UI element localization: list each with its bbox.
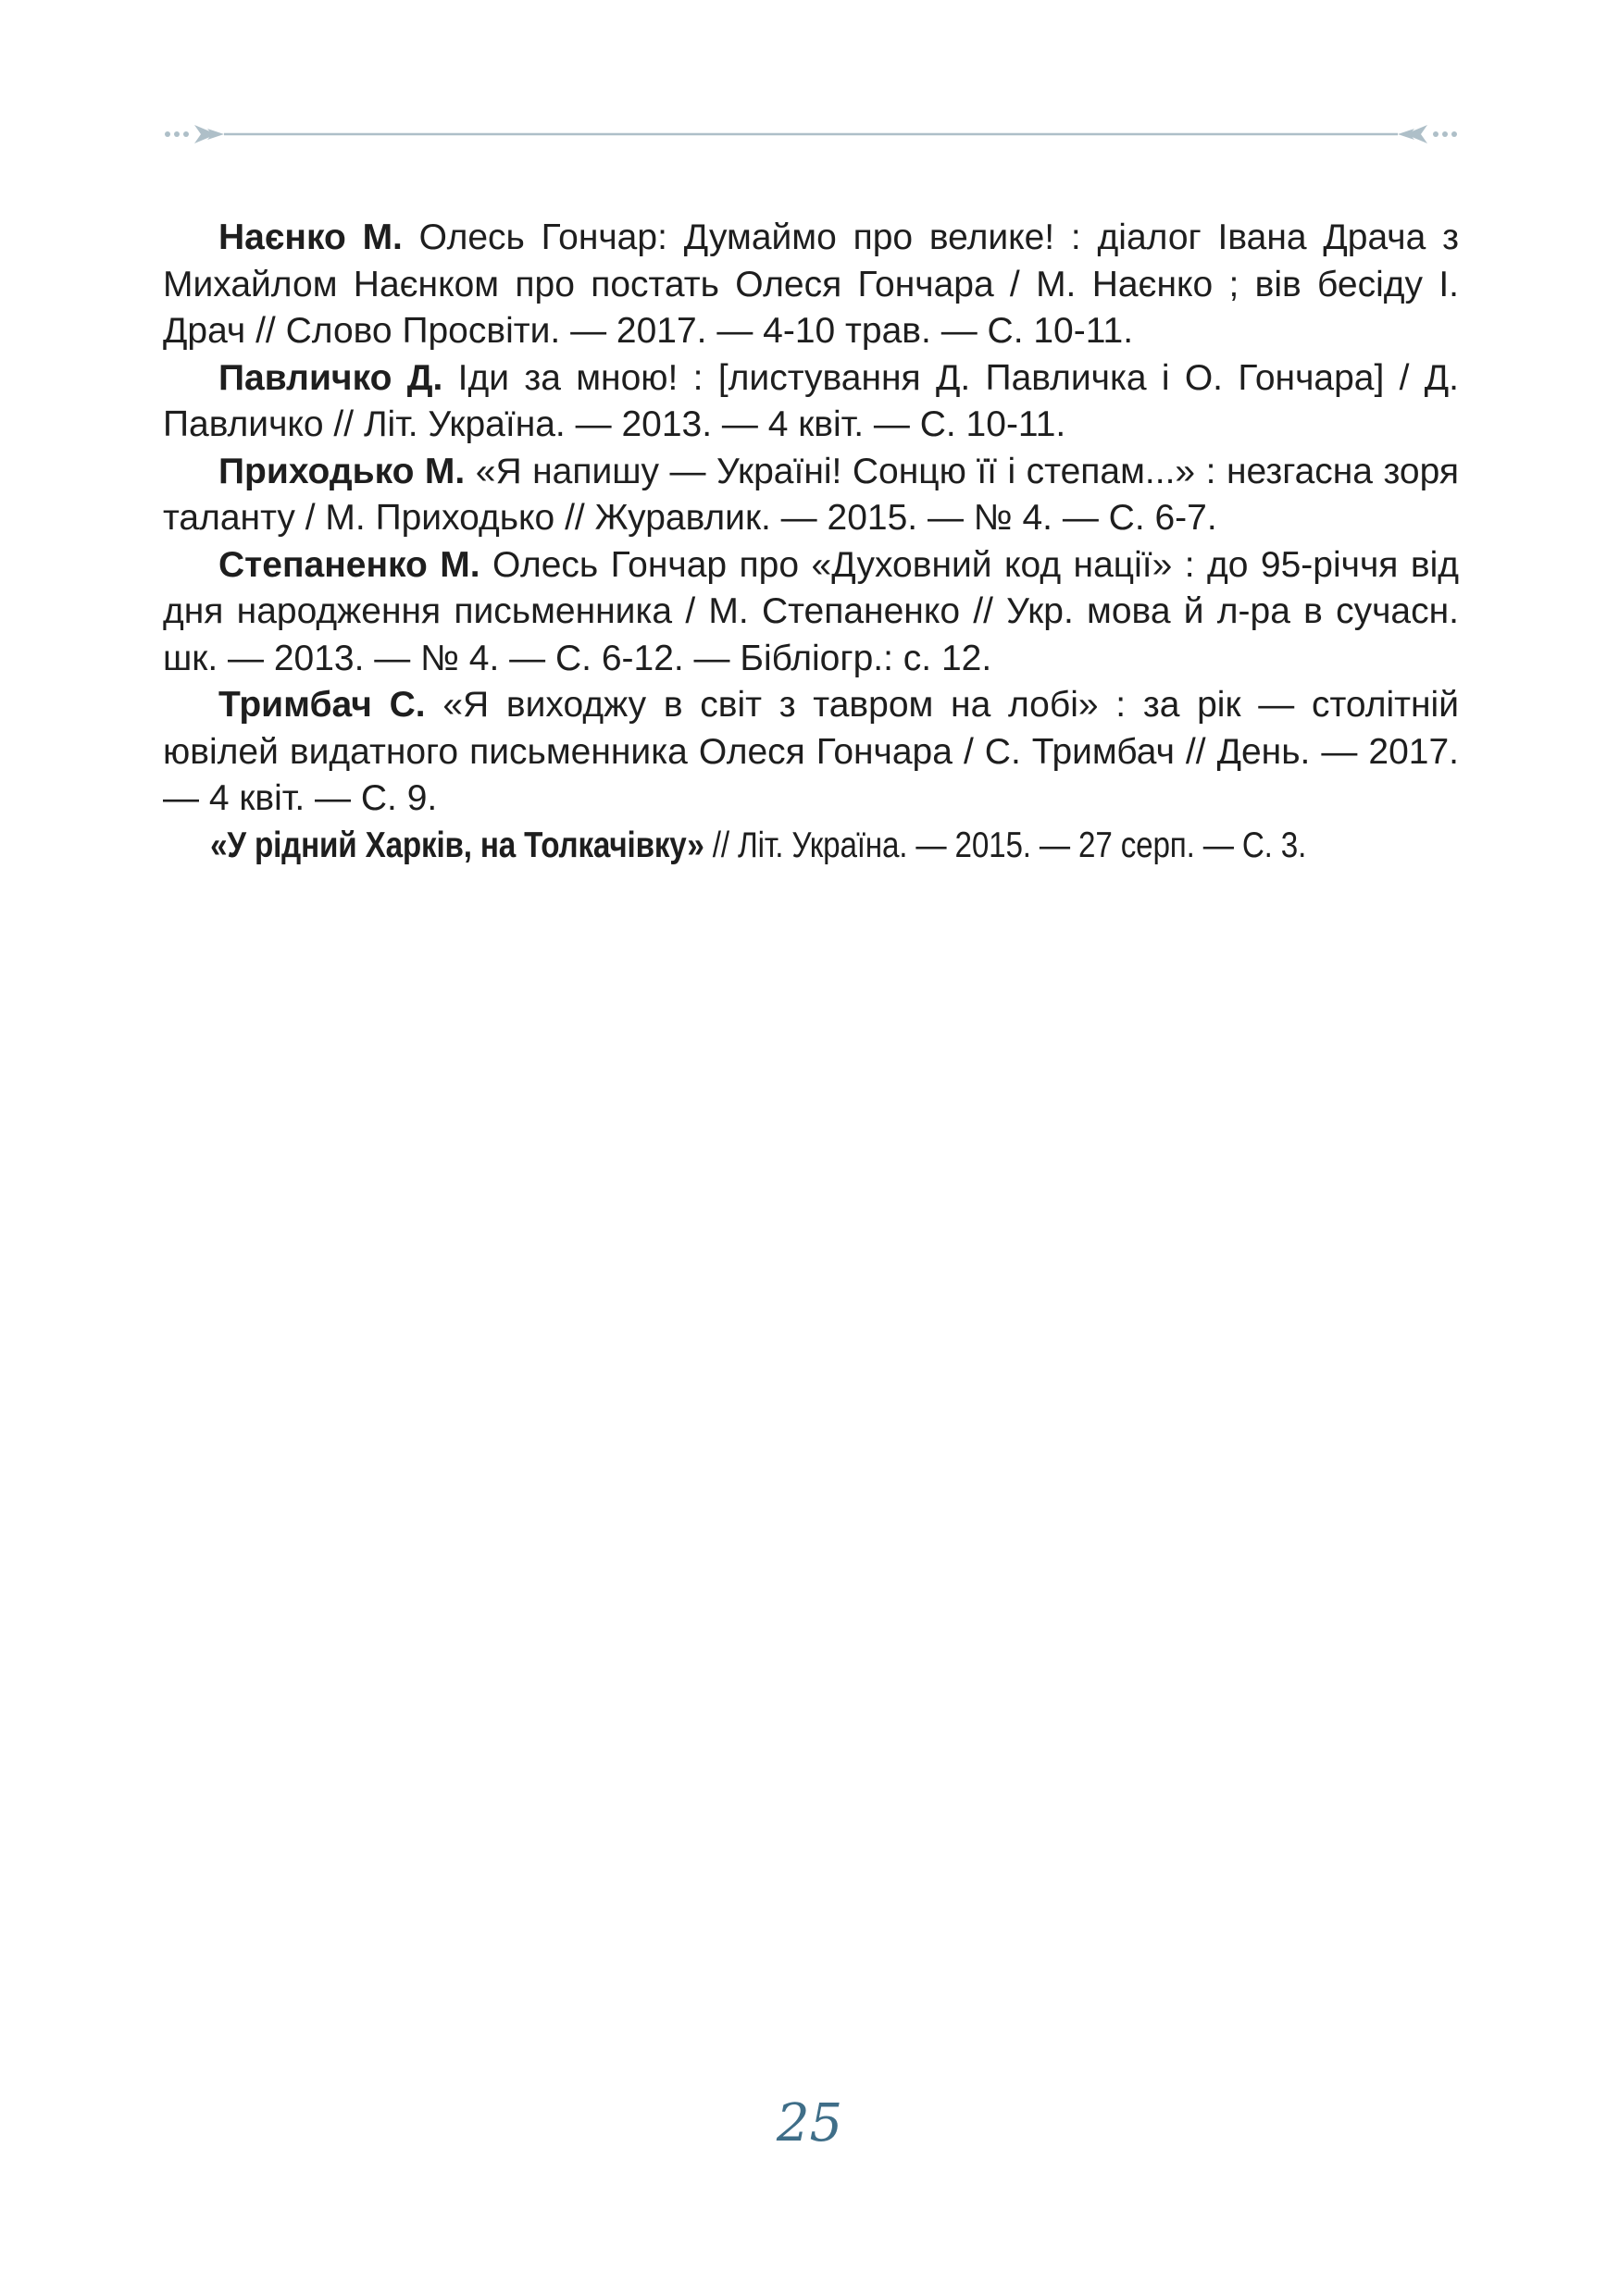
- bibliography-entry: [163, 542, 1459, 683]
- bibliography-entry: [163, 823, 1456, 870]
- bibliography-entry: [163, 682, 1459, 823]
- bibliography-entry: [163, 215, 1459, 355]
- entry-text: Іди за мною! : [листування Д. Павличка і О. Гончара] / Д. Павличко // Літ. Україна. — 2013. — 4 квіт. — С. 10-11.: [163, 357, 1460, 444]
- entry-author: Тримбач С.: [218, 685, 426, 725]
- bibliography-list: [163, 215, 1459, 869]
- entry-author: Приходько М.: [218, 451, 466, 491]
- entry-author: Павличко Д.: [218, 357, 443, 398]
- page-number: 25: [776, 2093, 843, 2153]
- header-ornament: [163, 118, 1459, 150]
- bibliography-entry: [163, 449, 1459, 542]
- entry-text: «Я напишу — Україні! Сонцю її і степам...» : незгасна зоря таланту / М. Приходько // Журавлик. — 2015. — № 4. — С. 6-7.: [163, 451, 1459, 538]
- entry-text: «Я виходжу в світ з тавром на лобі» : за рік — столітній ювілей видатного письменника Олеся Гончара / С. Тримбач // День. — 2017. — 4 квіт. — С. 9.: [163, 685, 1459, 818]
- entry-text: // Літ. Україна. — 2015. — 27 серп. — С. 3.: [704, 825, 1307, 865]
- entry-text: Олесь Гончар: Думаймо про велике! : діалог Івана Драча з Михайлом Наєнком про постать Олеся Гончара / М. Наєнко ; вів бесіду І. Драч // Слово Просвіти. — 2017. — 4-10 трав. — С. 10-11.: [163, 217, 1459, 351]
- bibliography-entry: [163, 355, 1459, 449]
- entry-author: «У рідний Харків, на Толкачівку»: [210, 825, 704, 865]
- entry-text: Олесь Гончар про «Духовний код нації» : до 95-річчя від дня народження письменника / М. Степаненко // Укр. мова й л-ра в сучасн. шк. — 2013. — № 4. — С. 6-12. — Бібліогр.: с. 12.: [163, 544, 1459, 678]
- entry-author: Степаненко М.: [218, 544, 480, 585]
- entry-author: Наєнко М.: [218, 217, 403, 257]
